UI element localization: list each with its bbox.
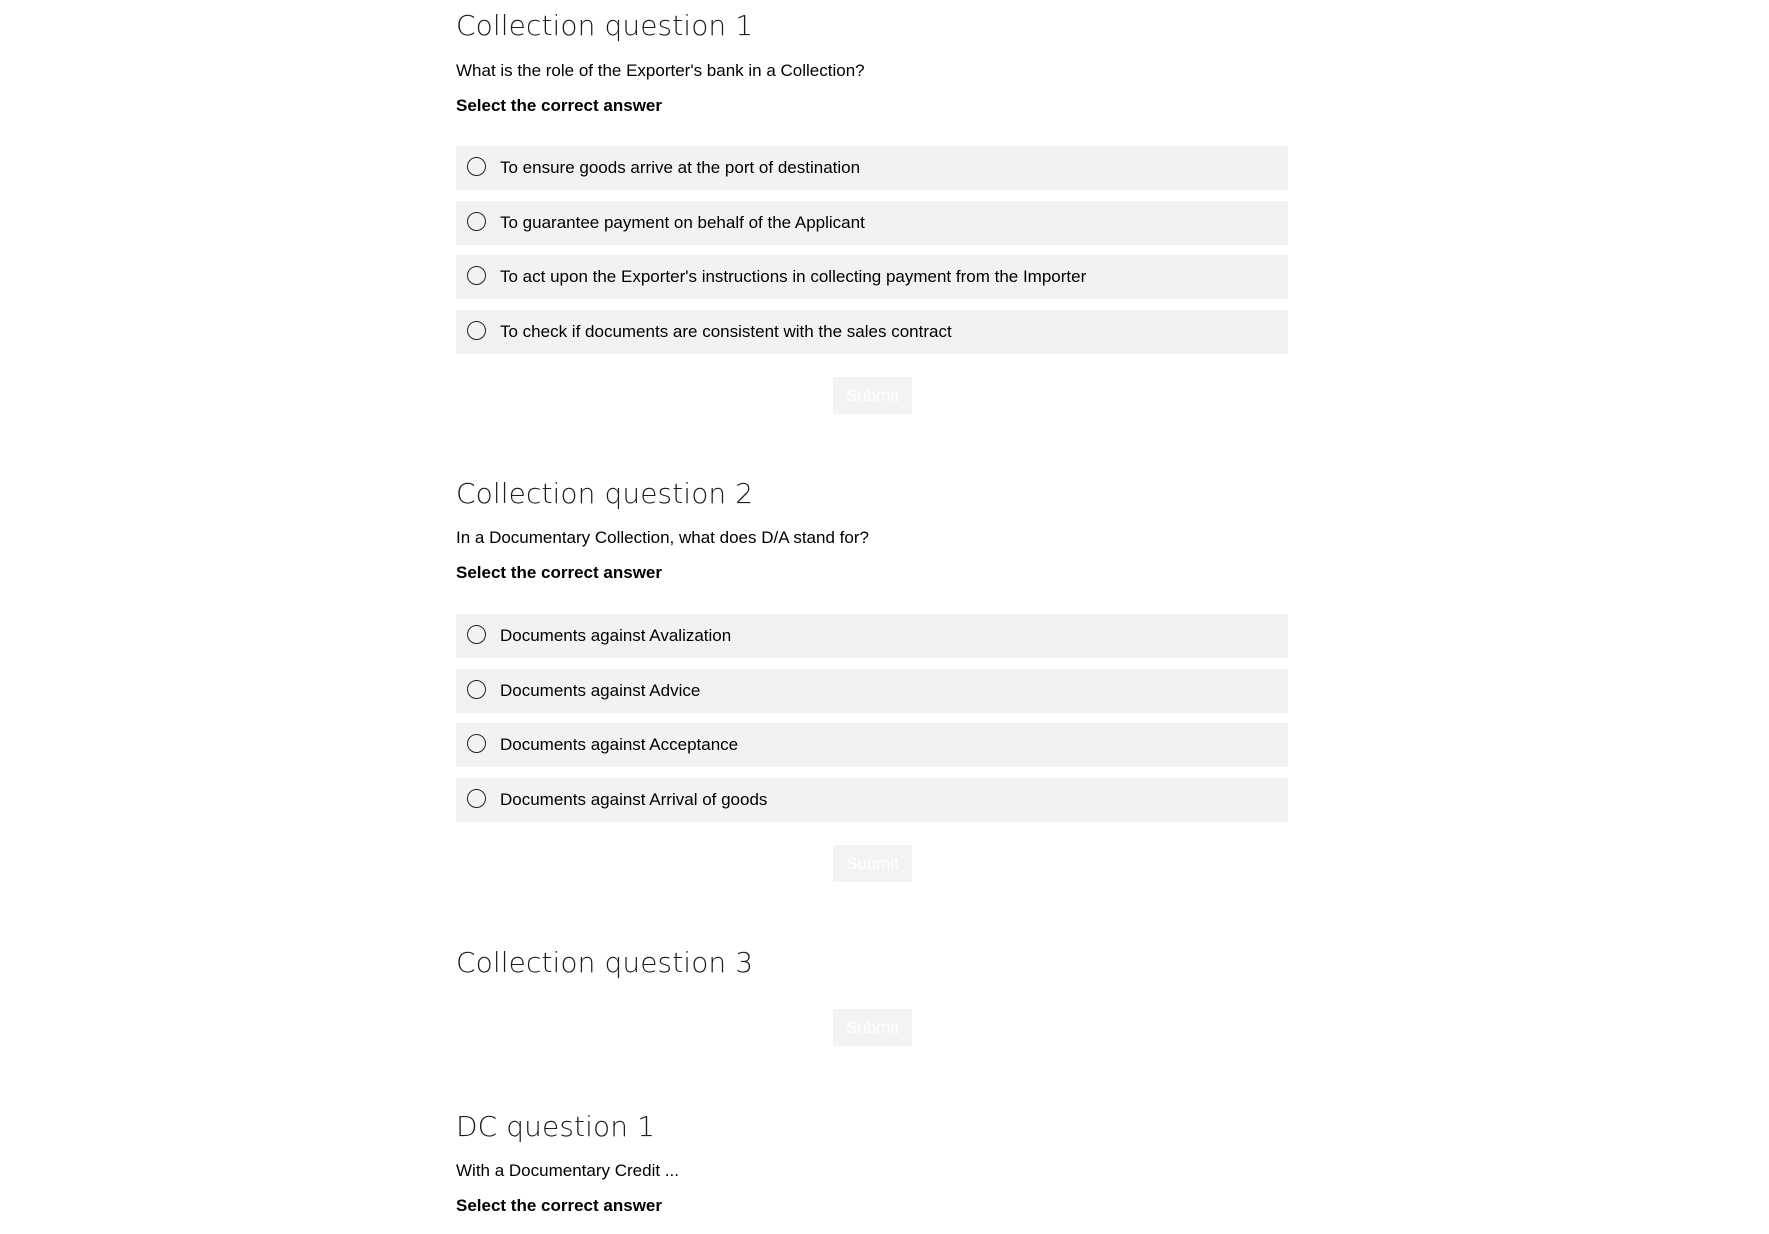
answer-option-label: To check if documents are consistent with the sales contract: [500, 322, 952, 341]
question-title: Collection question 1: [456, 9, 754, 42]
question-title: Collection question 3: [456, 946, 754, 979]
radio-unselected-icon[interactable]: [467, 321, 486, 340]
answer-option[interactable]: [456, 201, 1288, 245]
answer-option-label: Documents against Acceptance: [500, 735, 739, 754]
answer-option-label: Documents against Avalization: [500, 626, 732, 645]
answer-option-label: Documents against Advice: [500, 681, 701, 700]
answer-option-label: To ensure goods arrive at the port of destination: [500, 158, 861, 177]
question-instruction: Select the correct answer: [456, 563, 662, 582]
answer-option-label: To act upon the Exporter's instructions in collecting payment from the Importer: [500, 267, 1087, 286]
radio-unselected-icon[interactable]: [467, 734, 486, 753]
question-text: With a Documentary Credit ...: [456, 1161, 679, 1180]
answer-option[interactable]: [456, 723, 1288, 767]
radio-unselected-icon[interactable]: [467, 680, 486, 699]
answer-option-label: To guarantee payment on behalf of the Applicant: [500, 213, 865, 232]
question-title: DC question 1: [456, 1110, 655, 1143]
question-text: In a Documentary Collection, what does D/A stand for?: [456, 528, 869, 547]
answer-option[interactable]: [456, 778, 1288, 822]
answer-option[interactable]: [456, 146, 1288, 190]
question-instruction: Select the correct answer: [456, 1196, 662, 1215]
question-text: What is the role of the Exporter's bank in a Collection?: [456, 61, 865, 80]
answer-option[interactable]: [456, 310, 1288, 354]
answer-option[interactable]: [456, 255, 1288, 299]
question-title: Collection question 2: [456, 477, 754, 510]
radio-unselected-icon[interactable]: [467, 266, 486, 285]
submit-button[interactable]: Submit: [833, 845, 912, 882]
answer-option[interactable]: [456, 614, 1288, 658]
submit-button[interactable]: Submit: [833, 1009, 912, 1046]
radio-unselected-icon[interactable]: [467, 625, 486, 644]
answer-option-label: Documents against Arrival of goods: [500, 790, 768, 809]
radio-unselected-icon[interactable]: [467, 789, 486, 808]
question-instruction: Select the correct answer: [456, 96, 662, 115]
radio-unselected-icon[interactable]: [467, 157, 486, 176]
radio-unselected-icon[interactable]: [467, 212, 486, 231]
submit-button[interactable]: Submit: [833, 377, 912, 414]
answer-option[interactable]: [456, 669, 1288, 713]
